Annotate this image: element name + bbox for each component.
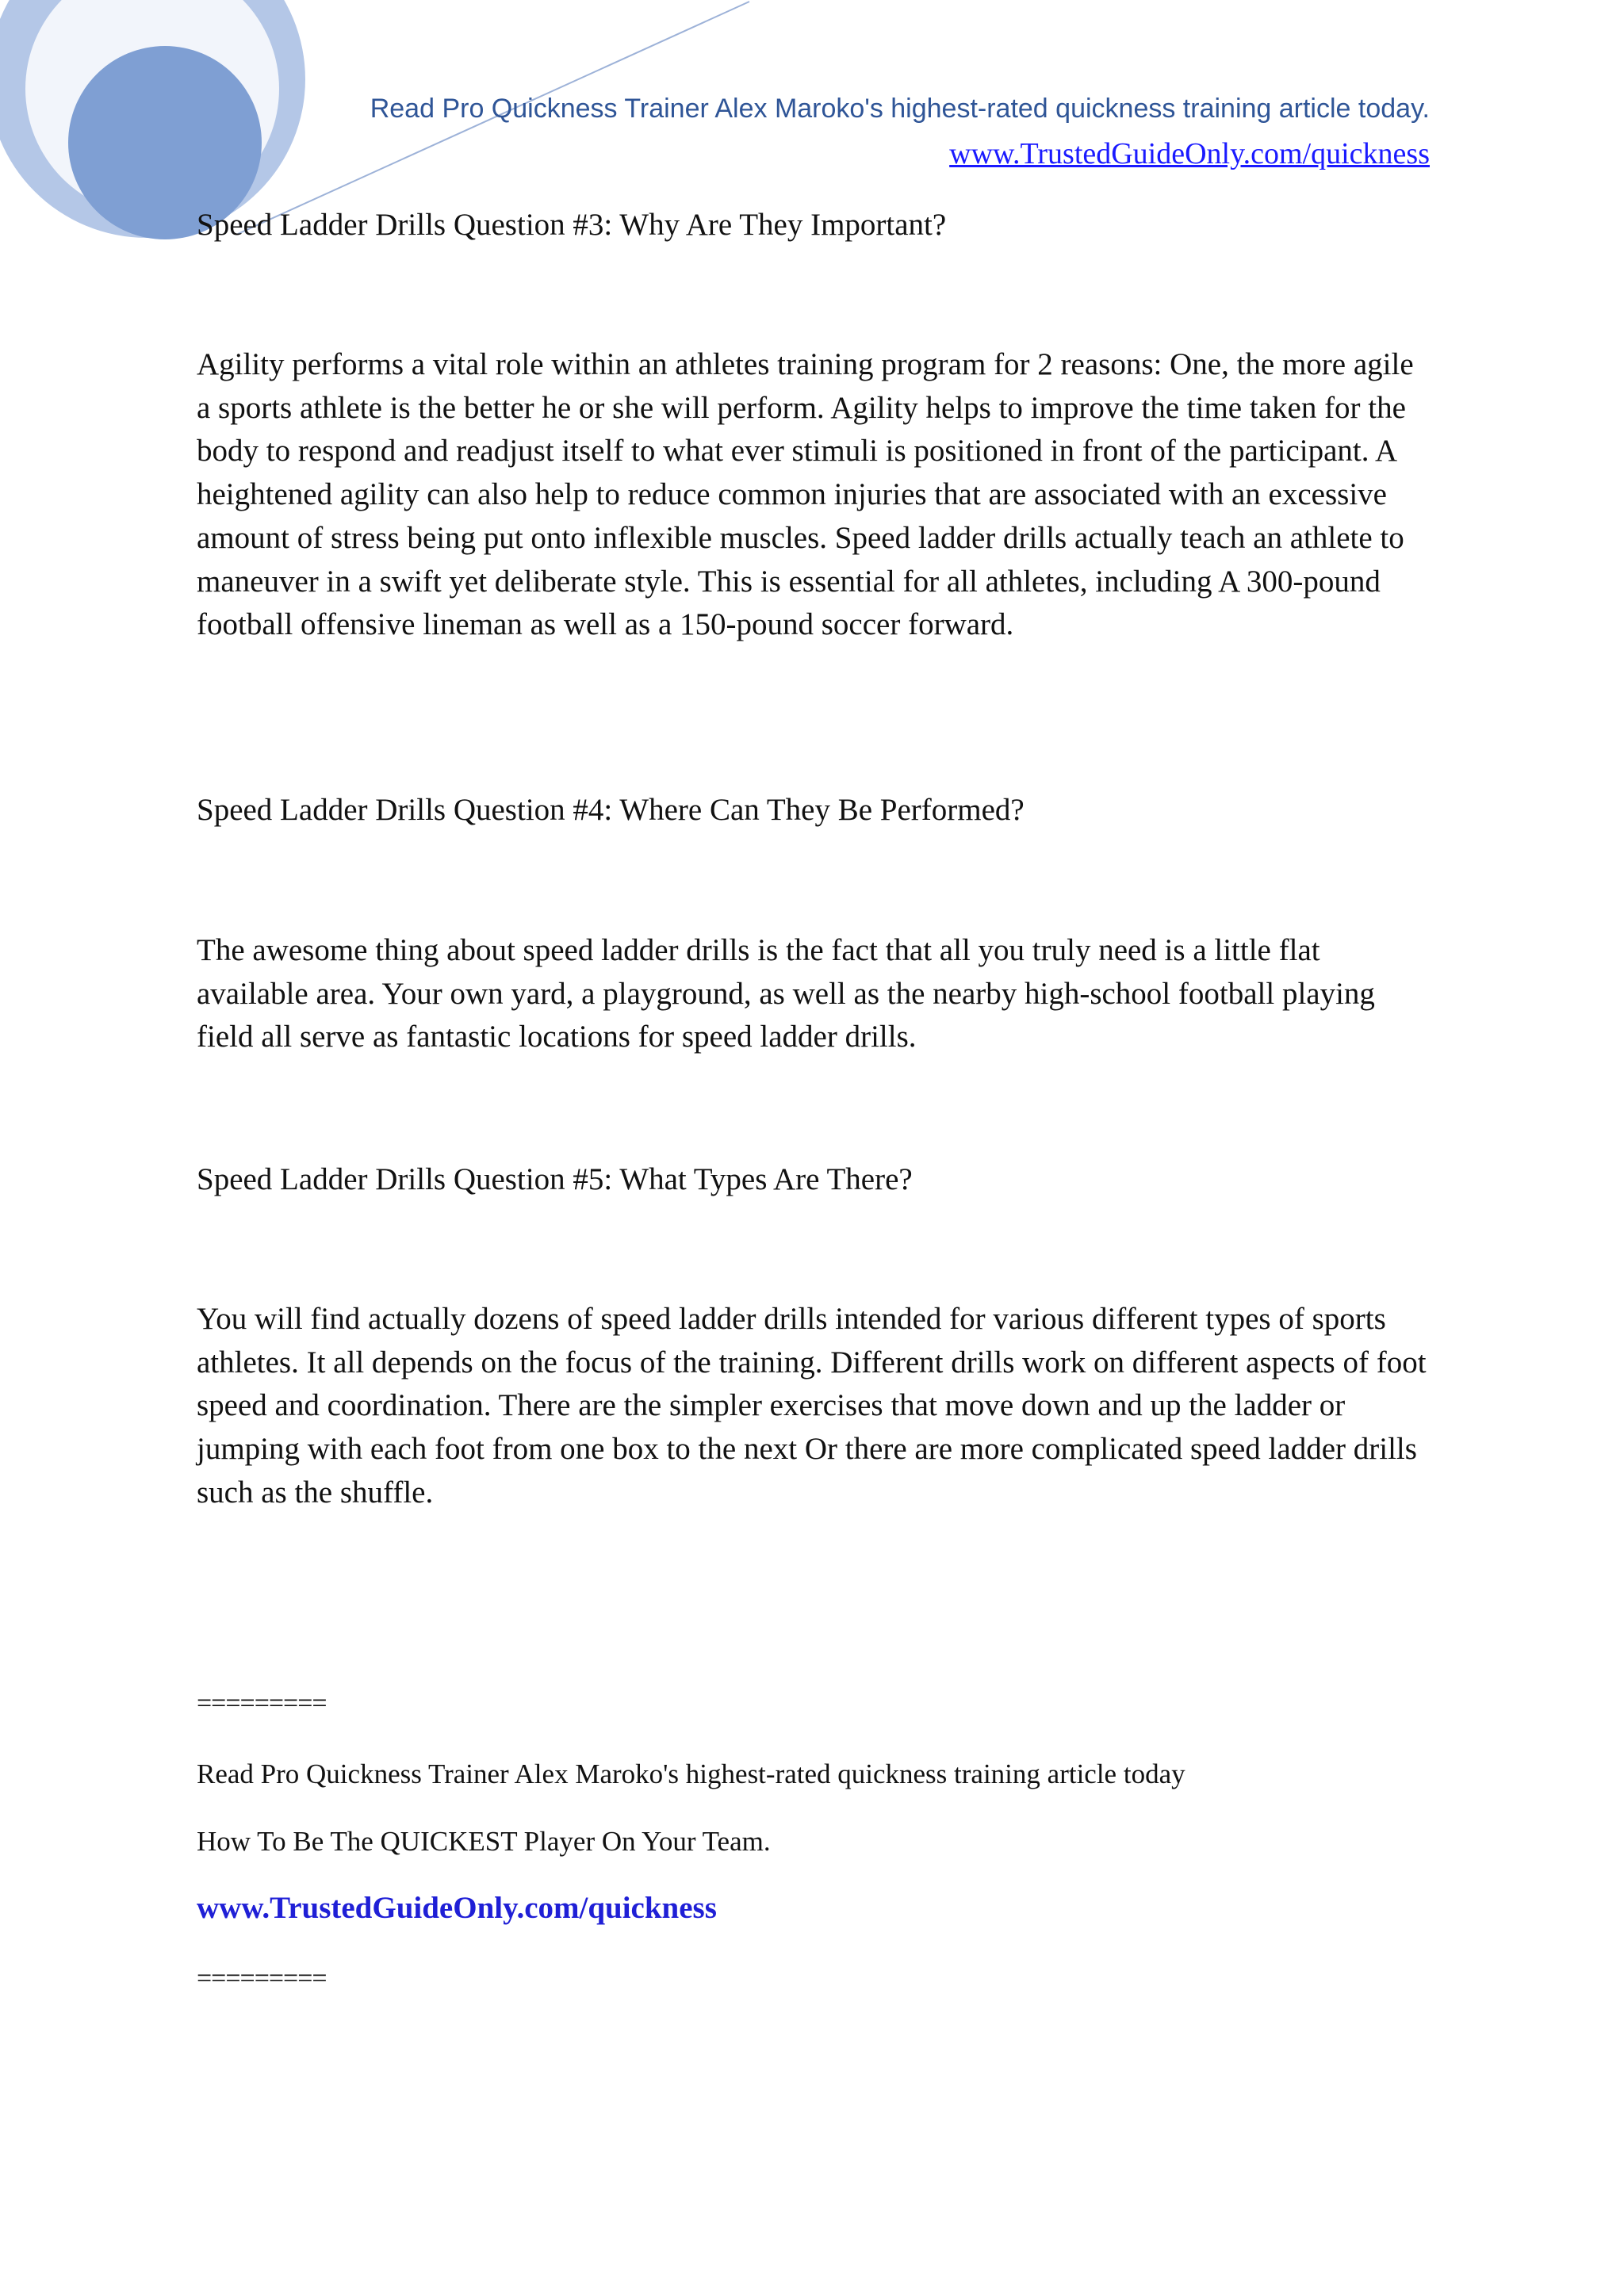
- section-heading-q3: Speed Ladder Drills Question #3: Why Are They Important?: [197, 208, 947, 242]
- footer-promo-text: Read Pro Quickness Trainer Alex Maroko's highest-rated quickness training article today: [197, 1758, 1185, 1789]
- section-heading-q5: Speed Ladder Drills Question #5: What Types Are There?: [197, 1162, 913, 1196]
- header-link[interactable]: www.TrustedGuideOnly.com/quickness: [949, 137, 1430, 170]
- footer-title: How To Be The QUICKEST Player On Your Team.: [197, 1826, 771, 1857]
- footer-separator-top: =========: [197, 1689, 327, 1718]
- section-body-q3: Agility performs a vital role within an athletes training program for 2 reasons: One, the more agile a sports athlete is the better he or she will perform. Agility helps to improve the time taken for the body to respond and readjust itself to what ever stimuli is positioned in front of the participant. A heightened agility can also help to reduce common injuries that are associated with an excessive amount of stress being put onto inflexible muscles. Speed ladder drills actually teach an athlete to maneuver in a swift yet deliberate style. This is essential for all athletes, including A 300-pound football offensive lineman as well as a 150-pound soccer forward.: [197, 347, 1414, 642]
- footer-separator-bottom: =========: [197, 1964, 327, 1993]
- section-body-q4: The awesome thing about speed ladder drills is the fact that all you truly need is a little flat available area. Your own yard, a playground, as well as the nearby high-school football playing field all serve as fantastic locations for speed ladder drills.: [197, 933, 1375, 1054]
- header-promo-text: Read Pro Quickness Trainer Alex Maroko's highest-rated quickness training article today.: [370, 94, 1430, 124]
- section-heading-q4: Speed Ladder Drills Question #4: Where Can They Be Performed?: [197, 793, 1025, 827]
- footer-link[interactable]: www.TrustedGuideOnly.com/quickness: [197, 1891, 717, 1925]
- section-body-q5: You will find actually dozens of speed ladder drills intended for various different types of sports athletes. It all depends on the focus of the training. Different drills work on different aspects of foot speed and coordination. There are the simpler exercises that move down and up the ladder or jumping with each foot from one box to the next Or there are more complicated speed ladder drills such as the shuffle.: [197, 1302, 1427, 1510]
